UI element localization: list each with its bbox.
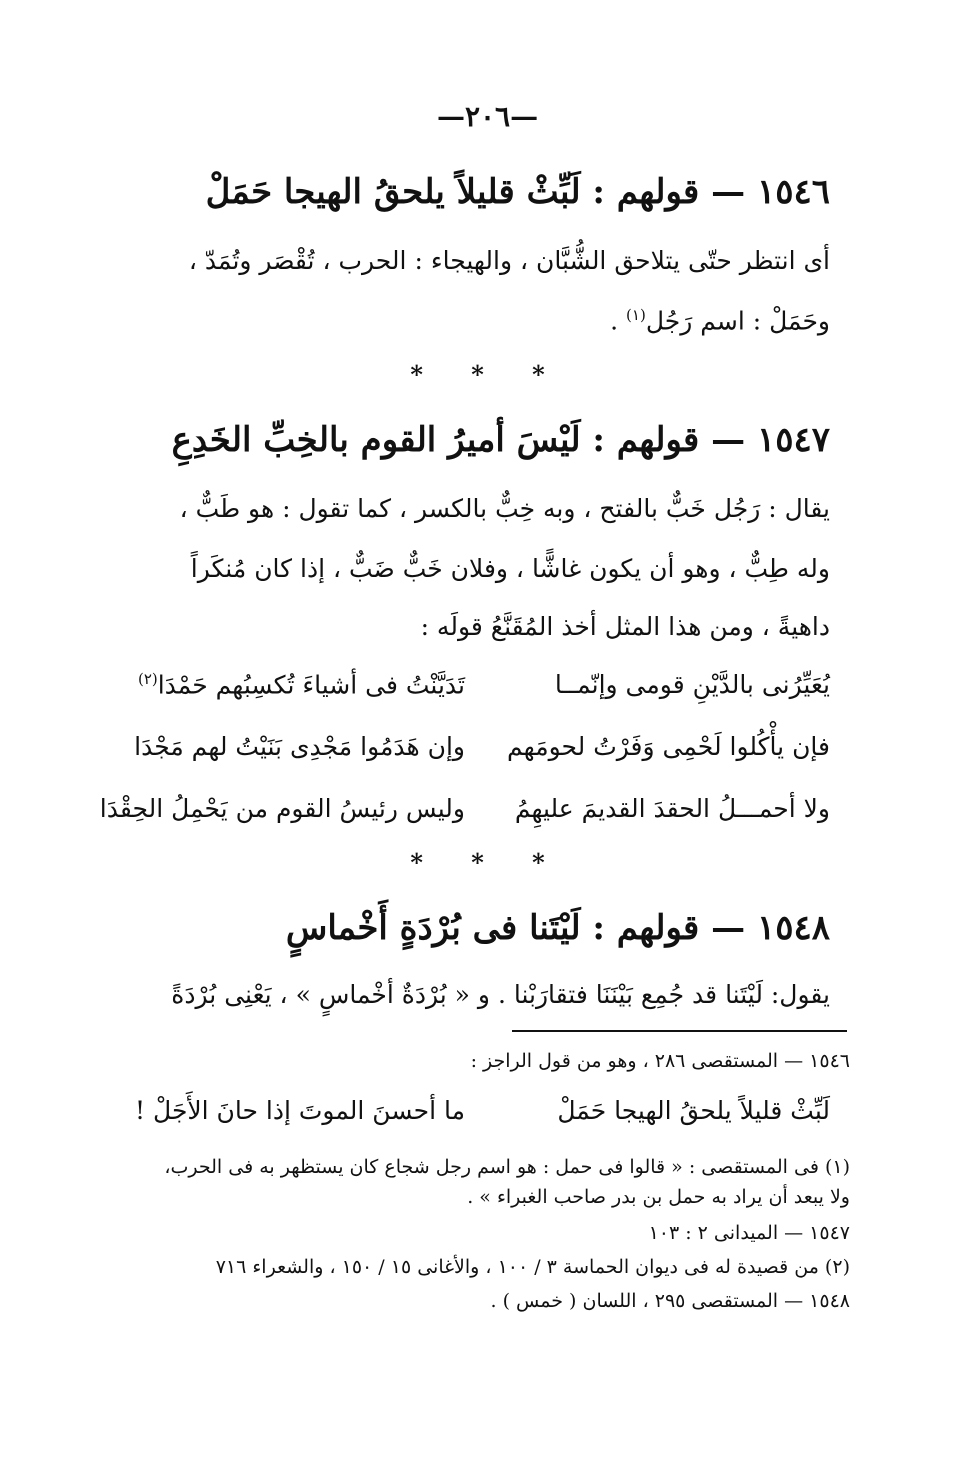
entry-1547-line-2: وله طِبٌّ ، وهو أن يكون غاشًّا ، وفلان خَبٌّ ضَبٌّ ، إذا كان مُنكَراً: [190, 554, 830, 583]
section-separator: * * *: [410, 360, 565, 389]
entry-1546-line-2-end: .: [610, 306, 627, 336]
verse-2-second-hemistich: وإن هَدَمُوا مَجْدِى بَنَيْتُ لهم مَجْدَا: [134, 732, 465, 761]
verse-2-first-hemistich: فإن يأْكُلوا لَحْمِى وَفَرْتُ لحومَهم: [507, 732, 830, 761]
footnote-ref-1: (١): [626, 306, 646, 324]
section-separator-2: * * *: [410, 848, 565, 877]
entry-1547-line-3: داهيةً ، ومن هذا المثل أخذ المُقَنَّعُ قولَه :: [420, 612, 830, 641]
footnote-1546-source: ١٥٤٦ — المستقصى ٢٨٦ ، وهو من قول الراجز :: [470, 1050, 850, 1072]
entry-1546-line-1: أى انتظر حتّى يتلاحق الشُّبَّان ، والهيجاء : الحرب ، تُقْصَر وتُمَدّ ،: [188, 246, 830, 275]
verse-1-first-hemistich: يُعَيِّرُنى بالدَّيْنِ قومى وإنّمــا: [554, 670, 830, 699]
entry-1548-line-1: يقول: لَيْتَنا قد جُمِع بَيْنَنَا فتقارَبْنا . و « بُرْدَةٌ أخْماسٍ » ، يَعْنِى بُرْدَةً: [171, 980, 830, 1009]
entry-1546-heading: ١٥٤٦ — قولهم : لَبِّثْ قليلاً يلحقُ الهيجا حَمَلْ: [205, 172, 830, 212]
footnote-2: (٢) من قصيدة له فى ديوان الحماسة ٣ / ١٠٠ ، والأغانى ١٥ / ١٥٠ ، والشعراء ٧١٦: [215, 1256, 850, 1278]
footnote-verse-first: لَبِّثْ قليلاً يلحقُ الهيجا حَمَلْ: [557, 1096, 830, 1125]
footnote-divider: [512, 1030, 847, 1032]
footnote-1-line-1: (١) فى المستقصى : « قالوا فى حمل : هو اسم رجل شجاع كان يستظهر به فى الحرب،: [164, 1156, 850, 1178]
verse-3-second-hemistich: وليس رئيسُ القوم من يَحْمِلُ الحِقْدَا: [99, 794, 465, 823]
entry-1547-heading: ١٥٤٧ — قولهم : لَيْسَ أميرُ القوم بالخِبِّ الخَدِعِ: [171, 420, 830, 460]
footnote-verse-second: ما أحسنَ الموتَ إذا حانَ الأَجَلْ !: [135, 1096, 465, 1125]
footnote-ref-2: (٢): [137, 670, 158, 688]
verse-3-first-hemistich: ولا أحمـــلُ الحقدَ القديمَ عليهِمُ: [514, 794, 830, 823]
page-number: —٢٠٦—: [436, 100, 539, 133]
entry-1546-line-2: [160, 306, 830, 335]
entry-1546-line-2-text: وحَمَلْ : اسم رَجُل: [645, 306, 830, 336]
footnote-1548-source: ١٥٤٨ — المستقصى ٢٩٥ ، اللسان ( خمس ) .: [490, 1290, 850, 1312]
entry-1548-heading: ١٥٤٨ — قولهم : لَيْتَنا فى بُرْدَةٍ أَخْماسٍ: [285, 908, 830, 948]
verse-1-second-text: تَدَيَّنْتُ فى أشياءَ تُكسِبُهم حَمْدَا: [157, 670, 465, 700]
footnote-1-line-2: ولا يبعد أن يراد به حمل بن بدر صاحب الغبراء » .: [467, 1186, 850, 1208]
entry-1547-line-1: يقال : رَجُل خَبٌّ بالفتح ، وبه خِبٌّ بالكسر ، كما تقول : هو طَبٌّ ،: [179, 494, 830, 523]
footnote-1547-source: ١٥٤٧ — الميدانى ٢ : ١٠٣: [648, 1222, 850, 1244]
verse-1-second-hemistich: [137, 670, 465, 700]
